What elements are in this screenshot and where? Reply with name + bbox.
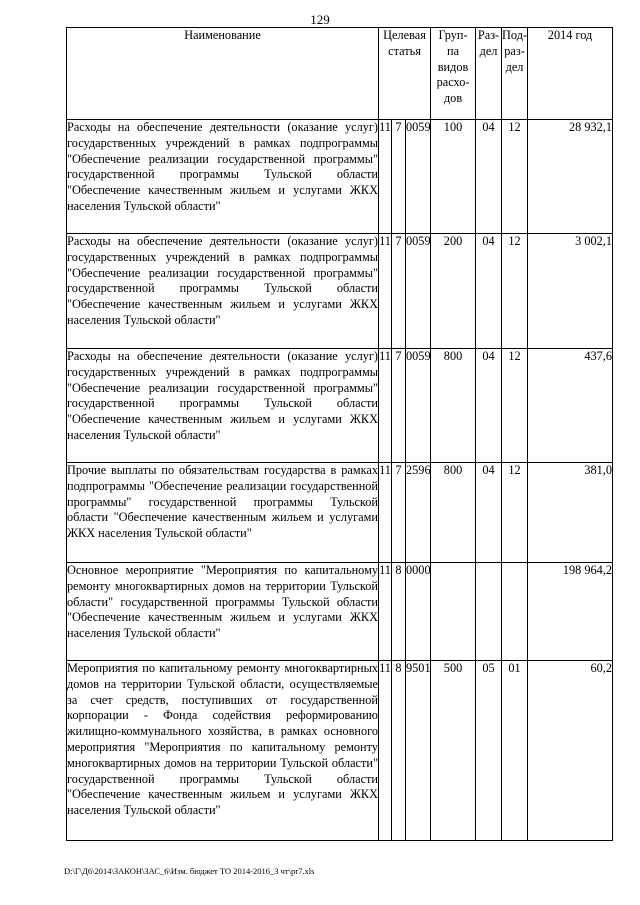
- row-code-program: 11: [379, 349, 392, 463]
- row-expense-group: 800: [431, 463, 476, 563]
- row-code-subprogram: 7: [392, 463, 406, 563]
- row-subsection: 12: [502, 120, 528, 234]
- row-subsection: 12: [502, 234, 528, 349]
- row-code-direction: 2596: [406, 463, 431, 563]
- row-code-direction: 0000: [406, 563, 431, 661]
- row-expense-group: 100: [431, 120, 476, 234]
- table-row: [67, 234, 613, 349]
- header-section: Раз- дел: [476, 28, 502, 120]
- row-section: 04: [476, 463, 502, 563]
- header-expense-group: Груп- па видов расхо- дов: [431, 28, 476, 120]
- row-subsection: [502, 563, 528, 661]
- header-year-2014: 2014 год: [528, 28, 613, 120]
- row-subsection: 12: [502, 349, 528, 463]
- row-subsection: 01: [502, 661, 528, 841]
- row-code-subprogram: 7: [392, 349, 406, 463]
- row-name: Прочие выплаты по обязательствам государства в рамках подпрограммы "Обеспечение реализации государственной программы" государственной программы Тульской области "Обеспечение качественным жильем и услугами ЖКХ населения Тульской области": [67, 463, 379, 563]
- header-target-article: Целевая статья: [379, 28, 431, 120]
- row-amount: 198 964,2: [528, 563, 613, 661]
- footer-file-path: D:\Г\Д6\2014\ЗАКОН\ЗАС_6\Изм. бюджет ТО 2014-2016_3 чт\pr7.xls: [64, 866, 315, 876]
- header-subsection: Под- раз- дел: [502, 28, 528, 120]
- row-section: 04: [476, 349, 502, 463]
- row-expense-group: 500: [431, 661, 476, 841]
- table-row: [67, 349, 613, 463]
- row-amount: 60,2: [528, 661, 613, 841]
- row-name: Основное мероприятие "Мероприятия по капитальному ремонту многоквартирных домов на территории Тульской области" государственной программы Тульской области "Обеспечение качественным жильем и услугами ЖКХ населения Тульской области": [67, 563, 379, 661]
- row-code-program: 11: [379, 463, 392, 563]
- row-code-program: 11: [379, 234, 392, 349]
- row-code-program: 11: [379, 120, 392, 234]
- row-section: [476, 563, 502, 661]
- row-code-direction: 0059: [406, 120, 431, 234]
- row-amount: 381,0: [528, 463, 613, 563]
- row-name: Расходы на обеспечение деятельности (оказание услуг) государственных учреждений в рамках подпрограммы "Обеспечение реализации государственной программы" государственной программы Тульской области "Обеспечение качественным жильем и услугами ЖКХ населения Тульской области": [67, 349, 379, 463]
- row-section: 04: [476, 120, 502, 234]
- row-amount: 3 002,1: [528, 234, 613, 349]
- row-subsection: 12: [502, 463, 528, 563]
- row-section: 05: [476, 661, 502, 841]
- budget-table: [66, 27, 613, 841]
- row-section: 04: [476, 234, 502, 349]
- page-number: 129: [310, 12, 330, 27]
- row-amount: 28 932,1: [528, 120, 613, 234]
- row-code-subprogram: 8: [392, 661, 406, 841]
- row-name: Мероприятия по капитальному ремонту многоквартирных домов на территории Тульской области, осуществляемые за счет средств, поступивших от государственной корпорации - Фонда содействия реформированию жилищно-коммунального хозяйства, в рамках основного мероприятия "Мероприятия по капитальному ремонту многоквартирных домов на территории Тульской области" государственной программы Тульской области "Обеспечение качественным жильем и услугами ЖКХ населения Тульской области": [67, 661, 379, 841]
- row-code-subprogram: 8: [392, 563, 406, 661]
- header-name: Наименование: [67, 28, 379, 120]
- row-code-subprogram: 7: [392, 234, 406, 349]
- table-row: [67, 463, 613, 563]
- row-code-program: 11: [379, 563, 392, 661]
- row-expense-group: 200: [431, 234, 476, 349]
- row-code-direction: 0059: [406, 234, 431, 349]
- row-name: Расходы на обеспечение деятельности (оказание услуг) государственных учреждений в рамках подпрограммы "Обеспечение реализации государственной программы" государственной программы Тульской области "Обеспечение качественным жильем и услугами ЖКХ населения Тульской области": [67, 120, 379, 234]
- row-amount: 437,6: [528, 349, 613, 463]
- row-expense-group: [431, 563, 476, 661]
- row-code-subprogram: 7: [392, 120, 406, 234]
- row-name: Расходы на обеспечение деятельности (оказание услуг) государственных учреждений в рамках подпрограммы "Обеспечение реализации государственной программы" государственной программы Тульской области "Обеспечение качественным жильем и услугами ЖКХ населения Тульской области": [67, 234, 379, 349]
- row-code-direction: 0059: [406, 349, 431, 463]
- table-row: [67, 120, 613, 234]
- table-row: [67, 661, 613, 841]
- table-row: [67, 563, 613, 661]
- row-code-direction: 9501: [406, 661, 431, 841]
- row-expense-group: 800: [431, 349, 476, 463]
- row-code-program: 11: [379, 661, 392, 841]
- table-header-row: [67, 28, 613, 120]
